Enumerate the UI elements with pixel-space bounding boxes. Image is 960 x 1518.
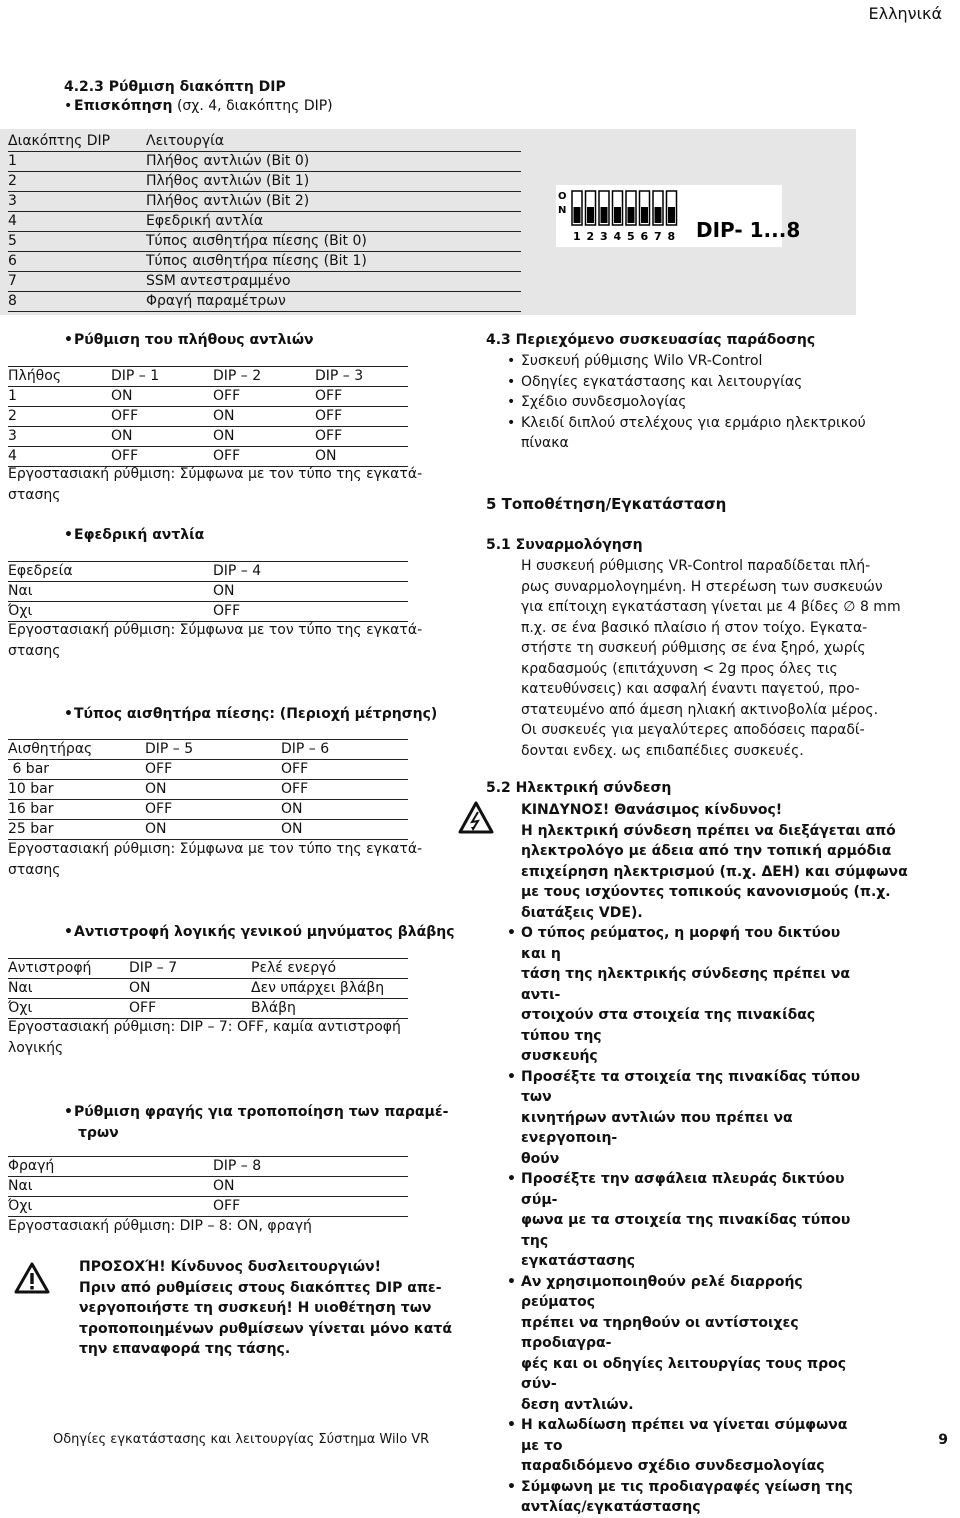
list-item: • Σχέδιο συνδεσμολογίας [507, 392, 867, 413]
table-header-cell: DIP – 5 [145, 741, 194, 757]
table-cell: OFF [145, 761, 173, 777]
table-row [8, 427, 408, 447]
pumps-table [8, 366, 408, 467]
overview-line: • Επισκόπηση (σχ. 4, διακόπτης DIP) [64, 98, 333, 114]
table-row [8, 152, 521, 172]
table-cell: ON [213, 583, 235, 599]
list-item-line: • Ο τύπος ρεύματος, η μορφή του δικτύου και η [521, 925, 841, 962]
table-cell: ON [111, 388, 133, 404]
dip-on-letter-o: O [558, 191, 567, 202]
table-cell: Πλήθος αντλιών (Bit 0) [146, 153, 310, 169]
pumps-factory-setting [8, 464, 422, 505]
table-header-cell: Αντιστροφή [8, 960, 92, 976]
sensor-table [8, 739, 408, 840]
factory-setting-line: Εργοστασιακή ρύθμιση: DIP – 7: OFF, καμία αντιστροφή [8, 1019, 401, 1035]
table-header-row [8, 562, 408, 582]
table-cell: ON [145, 821, 167, 837]
table-cell: Φραγή παραμέτρων [146, 293, 286, 309]
paragraph-line: Η συσκευή ρύθμισης VR-Control παραδίδεται πλή- [521, 558, 871, 574]
table-header-cell: Φραγή [8, 1158, 55, 1174]
table-header-cell: DIP – 7 [129, 960, 178, 976]
list-item-line: εγκατάστασης [521, 1253, 636, 1269]
table-row [8, 212, 521, 232]
table-header-cell: DIP – 6 [281, 741, 330, 757]
dip-switch-number: 3 [600, 230, 608, 243]
table-cell: Εφεδρική αντλία [146, 213, 264, 229]
table-cell: ON [213, 408, 235, 424]
table-row [8, 192, 521, 212]
paragraph-line: στήστε τη συσκευή ρύθμισης σε ένα ξηρό, χωρίς [521, 640, 866, 656]
table-cell: Όχι [8, 1000, 33, 1016]
dip-switch-number: 2 [586, 230, 595, 243]
table-cell: Ναι [8, 1178, 33, 1194]
table-cell: Πλήθος αντλιών (Bit 1) [146, 173, 310, 189]
list-item [507, 923, 867, 1067]
danger-line: Η ηλεκτρική σύνδεση πρέπει να διεξάγεται από [521, 822, 896, 839]
dip-switch-number: 4 [613, 230, 622, 243]
table-cell: ON [129, 980, 151, 996]
table-cell: Τύπος αισθητήρα πίεσης (Bit 1) [146, 253, 367, 269]
list-item-line: • Προσέξτε την ασφάλεια πλευράς δικτύου σύμ- [521, 1171, 845, 1208]
list-item-line: τάση της ηλεκτρικής σύνδεσης πρέπει να αντι- [521, 966, 851, 1003]
list-item-line: • Σύμφωνη με τις προδιαγραφές γείωση της [521, 1478, 853, 1495]
list-item-line: αντλίας/εγκατάστασης [521, 1499, 701, 1515]
attention-line: ΠΡΟΣΟΧΉ! Κίνδυνος δυσλειτουργιών! [79, 1259, 381, 1275]
section-5-1-title: 5.1 Συναρμολόγηση [486, 537, 643, 553]
table-header-cell: Διακόπτης DIP [8, 133, 111, 149]
dip-switch-number: 5 [627, 230, 635, 243]
list-item: • Οδηγίες εγκατάστασης και λειτουργίας [507, 372, 867, 393]
dip-overview-table [8, 132, 521, 312]
list-item [507, 1169, 867, 1272]
table-cell: OFF [111, 448, 139, 464]
list-item-line: θούν [521, 1150, 560, 1167]
list-item-line: πρέπει να τηρηθούν οι αντίστοιχες προδιαγρα- [521, 1314, 799, 1351]
attention-line: Πριν από ρυθμίσεις στους διακόπτες DIP απε- [79, 1279, 442, 1296]
dip-switch-knob [628, 207, 635, 223]
table-row [8, 800, 408, 820]
overview-label: Επισκόπηση [74, 98, 173, 114]
table-header-cell: Εφεδρεία [8, 563, 73, 579]
lock-heading-text: Ρύθμιση φραγής για τροποποίηση των παραμέ- [74, 1104, 449, 1120]
table-cell: 6 [8, 253, 17, 269]
reserve-table [8, 561, 408, 622]
list-item-line: παραδιδόμενο σχέδιο συνδεσμολογίας [521, 1458, 825, 1474]
table-row [8, 1177, 408, 1197]
paragraph-line: Οι συσκευές για μεγαλύτερες αποδόσεις παραδί- [521, 722, 865, 738]
section-5-title: 5 Τοποθέτηση/Εγκατάσταση [486, 495, 727, 513]
danger-line: διατάξεις VDE). [521, 904, 643, 921]
dip-switch-knob [668, 207, 675, 223]
table-row [8, 407, 408, 427]
reserve-heading-text: Εφεδρική αντλία [74, 527, 205, 543]
table-header-cell: DIP – 2 [213, 368, 262, 384]
table-cell: 2 [8, 408, 17, 424]
sensor-factory-setting [8, 839, 422, 880]
table-cell: 7 [8, 273, 17, 289]
table-header-cell: DIP – 3 [315, 368, 364, 384]
dip-on-letter-n: N [558, 205, 567, 216]
table-cell: Δεν υπάρχει βλάβη [251, 980, 385, 996]
dip-switch-number: 7 [654, 230, 662, 243]
table-cell: 1 [8, 388, 17, 404]
table-header-row [8, 959, 408, 979]
paragraph-line: δονται ενδεχ. ως επιδαπέδιες συσκευές. [521, 742, 804, 759]
table-cell: SSM αντεστραμμένο [146, 273, 291, 289]
danger-line: ηλεκτρολόγο με άδεια από την τοπική αρμόδια [521, 843, 892, 859]
table-cell: ON [111, 428, 133, 444]
table-header-row [8, 740, 408, 760]
table-cell: 4 [8, 448, 17, 464]
table-row [8, 602, 408, 622]
table-cell: 5 [8, 233, 17, 249]
table-row [8, 999, 408, 1019]
table-cell: OFF [315, 388, 343, 404]
dip-switch-knob [574, 207, 581, 223]
dip-switch-figure [556, 185, 801, 247]
danger-line: με τους ισχύοντες τοπικούς κανονισμούς (π.χ. [521, 884, 891, 900]
table-cell: 10 bar [8, 781, 54, 797]
reserve-factory-setting [8, 620, 422, 661]
table-cell: ON [213, 1178, 235, 1194]
table-cell: OFF [213, 448, 241, 464]
factory-setting-line: στασης [8, 486, 61, 503]
table-row [8, 979, 408, 999]
table-cell: OFF [281, 781, 309, 797]
table-cell: OFF [129, 1000, 157, 1016]
dip-switch-number: 1 [573, 230, 581, 243]
table-cell: OFF [111, 408, 139, 424]
invert-factory-setting [8, 1017, 401, 1058]
lock-heading-text: τρων [78, 1124, 119, 1141]
table-cell: OFF [315, 428, 343, 444]
table-header-cell: Αισθητήρας [8, 741, 93, 757]
dip-switch-number: 8 [667, 230, 676, 243]
danger-line: επιχείρηση ηλεκτρισμού (π.χ. ΔΕΗ) και σύμφωνα [521, 863, 908, 880]
delivery-contents-list [507, 351, 867, 454]
list-item-line: • Η καλωδίωση πρέπει να γίνεται σύμφωνα με το [521, 1417, 848, 1454]
section-4-2-3-title: 4.2.3 Ρύθμιση διακόπτη DIP [64, 79, 286, 95]
dip-switch-knob [641, 207, 648, 223]
table-cell: Ναι [8, 583, 33, 599]
dip-switch-knob [601, 207, 608, 223]
paragraph-line: κραδασμούς (επιτάχυνση < 2g προς όλες τις [521, 660, 838, 677]
attention-line: νεργοποιήστε τη συσκευή! Η υιοθέτηση των [79, 1300, 432, 1316]
attention-line: την επαναφορά της τάσης. [79, 1341, 291, 1357]
table-cell: 2 [8, 173, 17, 189]
factory-setting-line: στασης [8, 861, 61, 878]
dip-figure-label: DIP- 1...8 [696, 218, 801, 242]
pumps-heading-text: Ρύθμιση του πλήθους αντλιών [74, 332, 314, 348]
table-row [8, 252, 521, 272]
paragraph-line: κατευθύνσεις) και ασφαλή έναντι παγετού, προ- [521, 681, 860, 697]
table-header-cell: Πλήθος [8, 368, 62, 384]
factory-setting-line: λογικής [8, 1039, 64, 1056]
table-header-row [8, 132, 521, 152]
table-cell: 25 bar [8, 821, 54, 837]
factory-setting-line: Εργοστασιακή ρύθμιση: Σύμφωνα με τον τύπο της εγκατά- [8, 841, 423, 857]
table-cell: ON [315, 448, 337, 464]
table-header-cell: Ρελέ ενεργό [251, 960, 337, 976]
table-cell: 8 [8, 293, 17, 309]
paragraph-line: στατευμένο από άμεση ηλιακή ακτινοβολία μέρος. [521, 701, 879, 718]
table-row [8, 232, 521, 252]
table-header-cell: DIP – 4 [213, 563, 262, 579]
table-cell: ON [281, 801, 303, 817]
section-4-3-title: 4.3 Περιεχόμενο συσκευασίας παράδοσης [486, 332, 816, 348]
table-row [8, 780, 408, 800]
table-header-row [8, 367, 408, 387]
table-cell: ON [145, 781, 167, 797]
table-cell: Βλάβη [251, 1000, 296, 1016]
paragraph-line: για επίτοιχη εγκατάσταση γίνεται με 4 βίδες ∅ 8 mm [521, 599, 901, 615]
table-header-cell: DIP – 1 [111, 368, 160, 384]
list-item: • Συσκευή ρύθμισης Wilo VR-Control [507, 351, 867, 372]
table-row [8, 292, 521, 312]
electric-hazard-icon [458, 801, 494, 835]
factory-setting-line: Εργοστασιακή ρύθμιση: Σύμφωνα με τον τύπο της εγκατά- [8, 622, 423, 638]
electrical-bullets [507, 923, 867, 1518]
invert-heading: •Αντιστροφή λογικής γενικού μηνύματος βλάβης [64, 924, 455, 940]
table-cell: Τύπος αισθητήρα πίεσης (Bit 0) [146, 233, 367, 249]
sensor-heading: •Τύπος αισθητήρα πίεσης: (Περιοχή μέτρησης) [64, 706, 438, 722]
dip-switch-knob [614, 207, 621, 223]
table-cell: Όχι [8, 603, 33, 619]
table-row [8, 172, 521, 192]
invert-table [8, 958, 408, 1019]
danger-note [521, 800, 908, 923]
pumps-heading: •Ρύθμιση του πλήθους αντλιών [64, 332, 314, 348]
lock-factory-setting: Εργοστασιακή ρύθμιση: DIP – 8: ON, φραγή [8, 1218, 312, 1234]
table-cell: 16 bar [8, 801, 54, 817]
list-item [507, 1067, 867, 1170]
list-item-line: • Αν χρησιμοποιηθούν ρελέ διαρροής ρεύματος [521, 1273, 803, 1310]
list-item-line: στοιχούν στα στοιχεία της πινακίδας τύπου της [521, 1007, 816, 1044]
table-cell: Ναι [8, 980, 33, 996]
list-item-line: φωνα με τα στοιχεία της πινακίδας τύπου της [521, 1212, 851, 1249]
table-row [8, 1197, 408, 1217]
list-item-line: κινητήρων αντλιών που πρέπει να ενεργοποιη- [521, 1109, 793, 1146]
overview-ref: (σχ. 4, διακόπτης DIP) [176, 98, 333, 114]
list-item: • Κλειδί διπλού στελέχους για ερμάριο ηλεκτρικού [507, 413, 867, 434]
list-item [507, 1272, 867, 1416]
attention-line: τροποποιημένων ρυθμίσεων γίνεται μόνο κατά [79, 1320, 452, 1337]
table-row [8, 272, 521, 292]
danger-line: ΚΙΝΔΥΝΟΣ! Θανάσιμος κίνδυνος! [521, 802, 783, 818]
table-row [8, 760, 408, 780]
warning-icon [14, 1262, 50, 1294]
table-row [8, 387, 408, 407]
dip-switch-number: 6 [640, 230, 649, 243]
lock-table [8, 1156, 408, 1217]
table-cell: 3 [8, 193, 17, 209]
table-cell: OFF [145, 801, 173, 817]
list-item [507, 1477, 867, 1518]
mounting-text [521, 556, 901, 761]
language-label: Ελληνικά [868, 4, 942, 23]
section-5-2-title: 5.2 Ηλεκτρική σύνδεση [486, 780, 672, 796]
table-cell: OFF [213, 388, 241, 404]
factory-setting-line: στασης [8, 642, 61, 659]
table-cell: 4 [8, 213, 17, 229]
table-cell: OFF [281, 761, 309, 777]
table-cell: 6 bar [8, 761, 50, 777]
table-header-cell: Λειτουργία [146, 133, 225, 149]
table-row [8, 582, 408, 602]
page-number: 9 [938, 1432, 948, 1448]
paragraph-line: ρως συναρμολογημένη. Η στερέωση των συσκευών [521, 578, 883, 595]
list-item [507, 1415, 867, 1477]
invert-heading-text: Αντιστροφή λογικής γενικού μηνύματος βλάβης [74, 924, 455, 940]
table-cell: OFF [213, 1198, 241, 1214]
table-cell: Πλήθος αντλιών (Bit 2) [146, 193, 310, 209]
table-cell: ON [213, 428, 235, 444]
list-item-line: • Προσέξτε τα στοιχεία της πινακίδας τύπου των [521, 1068, 861, 1105]
table-cell: Όχι [8, 1198, 33, 1214]
table-cell: ON [281, 821, 303, 837]
paragraph-line: π.χ. σε ένα βασικό πλαίσιο ή στον τοίχο. Εγκατα- [521, 619, 868, 636]
list-item-continuation: πίνακα [521, 435, 569, 451]
table-cell: OFF [315, 408, 343, 424]
reserve-heading: •Εφεδρική αντλία [64, 527, 205, 543]
list-item-line: συσκευής [521, 1048, 598, 1064]
dip-switch-knob [655, 207, 662, 223]
table-cell: 3 [8, 428, 17, 444]
lock-heading: •Ρύθμιση φραγής για τροποποίηση των παραμέ- τρων [64, 1102, 448, 1143]
table-cell: 1 [8, 153, 17, 169]
table-header-cell: DIP – 8 [213, 1158, 262, 1174]
factory-setting-line: Εργοστασιακή ρύθμιση: Σύμφωνα με τον τύπο της εγκατά- [8, 466, 423, 482]
dip-switch-knob [587, 207, 594, 223]
table-header-row [8, 1157, 408, 1177]
attention-note [79, 1257, 452, 1360]
table-cell: OFF [213, 603, 241, 619]
sensor-heading-text: Τύπος αισθητήρα πίεσης: (Περιοχή μέτρησης) [74, 706, 438, 722]
list-item-line: φές και οι οδηγίες λειτουργίας τους προς σύν- [521, 1355, 847, 1392]
table-row [8, 820, 408, 840]
footer-text: Οδηγίες εγκατάστασης και λειτουργίας Σύστημα Wilo VR [53, 1432, 430, 1447]
list-item-line: δεση αντλιών. [521, 1396, 634, 1413]
